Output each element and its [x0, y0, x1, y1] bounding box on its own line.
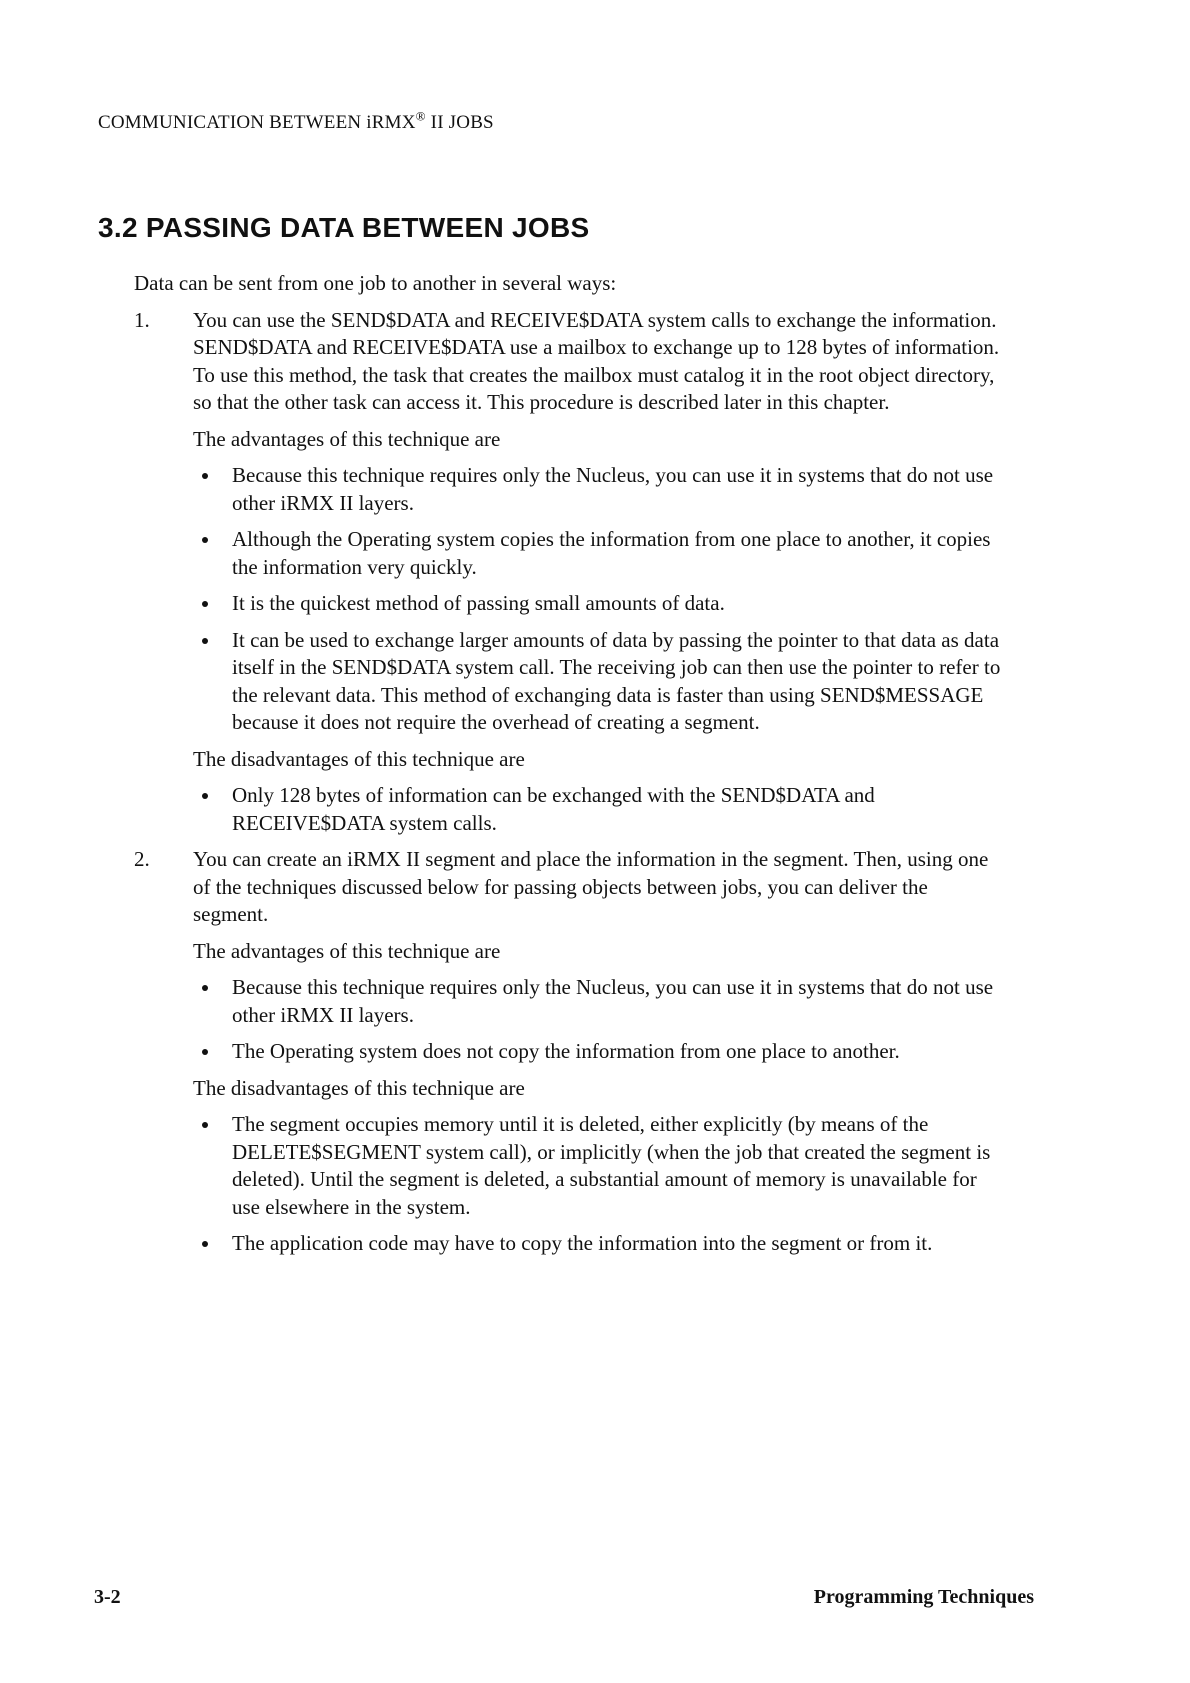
bullet-icon [202, 1049, 208, 1055]
bullet-icon [202, 638, 208, 644]
numbered-item-1 [134, 307, 1004, 838]
bullet-icon [202, 1241, 208, 1247]
list-item [193, 462, 1004, 517]
running-header-suffix: II JOBS [425, 112, 494, 133]
advantages-list [193, 462, 1004, 737]
bullet-icon [202, 985, 208, 991]
list-item [193, 1038, 1004, 1066]
book-title: Programming Techniques [813, 1586, 1034, 1608]
list-item-text: The segment occupies memory until it is deleted, either explicitly (by means of the DELETE$SEGMENT system call), or implicitly (when the job that created the segment is deleted). Until the segment is deleted, a substantial amount of memory is unavailable for use elsewhere in the system. [232, 1112, 991, 1219]
item-text: You can use the SEND$DATA and RECEIVE$DATA system calls to exchange the information. SEND$DATA and RECEIVE$DATA use a mailbox to exchange up to 128 bytes of information. To use this method, the task that creates the mailbox must catalog it in the root object directory, so that the other task can access it. This procedure is described later in this chapter. [193, 307, 1000, 414]
list-item-text: Only 128 bytes of information can be exchanged with the SEND$DATA and RECEIVE$DATA system calls. [232, 783, 875, 835]
disadvantages-list [193, 1111, 1004, 1258]
bullet-icon [202, 601, 208, 607]
list-item [193, 627, 1004, 737]
disadvantages-label: The disadvantages of this technique are [193, 746, 525, 771]
list-item-text: The application code may have to copy the information into the segment or from it. [232, 1231, 933, 1255]
section-title: 3.2 PASSING DATA BETWEEN JOBS [98, 212, 590, 243]
running-header [98, 108, 494, 134]
item-number: 2. [134, 847, 150, 871]
list-item-text: Because this technique requires only the Nucleus, you can use it in systems that do not use other iRMX II layers. [232, 463, 994, 515]
advantages-list [193, 974, 1004, 1066]
intro-paragraph: Data can be sent from one job to another in several ways: [134, 271, 617, 295]
list-item [193, 782, 1004, 837]
list-item-text: Although the Operating system copies the information from one place to another, it copies the information very quickly. [232, 527, 991, 579]
running-header-text: COMMUNICATION BETWEEN iRMX [98, 112, 416, 133]
list-item-text: It can be used to exchange larger amounts of data by passing the pointer to that data as data itself in the SEND$DATA system call. The receiving job can then use the pointer to refer to the relevant data. This method of exchanging data is faster than using SEND$MESSAGE because it does not require the overhead of creating a segment. [232, 627, 1001, 734]
advantages-label: The advantages of this technique are [193, 938, 501, 963]
item-text: You can create an iRMX II segment and place the information in the segment. Then, using one of the techniques discussed below for passing objects between jobs, you can deliver the segment. [193, 847, 989, 926]
list-item-text: It is the quickest method of passing small amounts of data. [232, 591, 725, 615]
bullet-icon [202, 473, 208, 479]
list-item [193, 1111, 1004, 1221]
disadvantages-label: The disadvantages of this technique are [193, 1075, 525, 1100]
registered-mark: ® [415, 108, 426, 124]
list-item [193, 1230, 1004, 1258]
list-item [193, 590, 1004, 618]
bullet-icon [202, 1122, 208, 1128]
list-item-text: Because this technique requires only the Nucleus, you can use it in systems that do not use other iRMX II layers. [232, 975, 994, 1027]
advantages-label: The advantages of this technique are [193, 426, 501, 451]
list-item-text: The Operating system does not copy the information from one place to another. [232, 1039, 900, 1063]
list-item [193, 526, 1004, 581]
disadvantages-list [193, 782, 1004, 837]
list-item [193, 974, 1004, 1029]
item-number: 1. [134, 307, 150, 332]
bullet-icon [202, 537, 208, 543]
body-text [134, 270, 1004, 1267]
numbered-item-2 [134, 846, 1004, 1258]
bullet-icon [202, 793, 208, 799]
page-number: 3-2 [94, 1586, 121, 1608]
